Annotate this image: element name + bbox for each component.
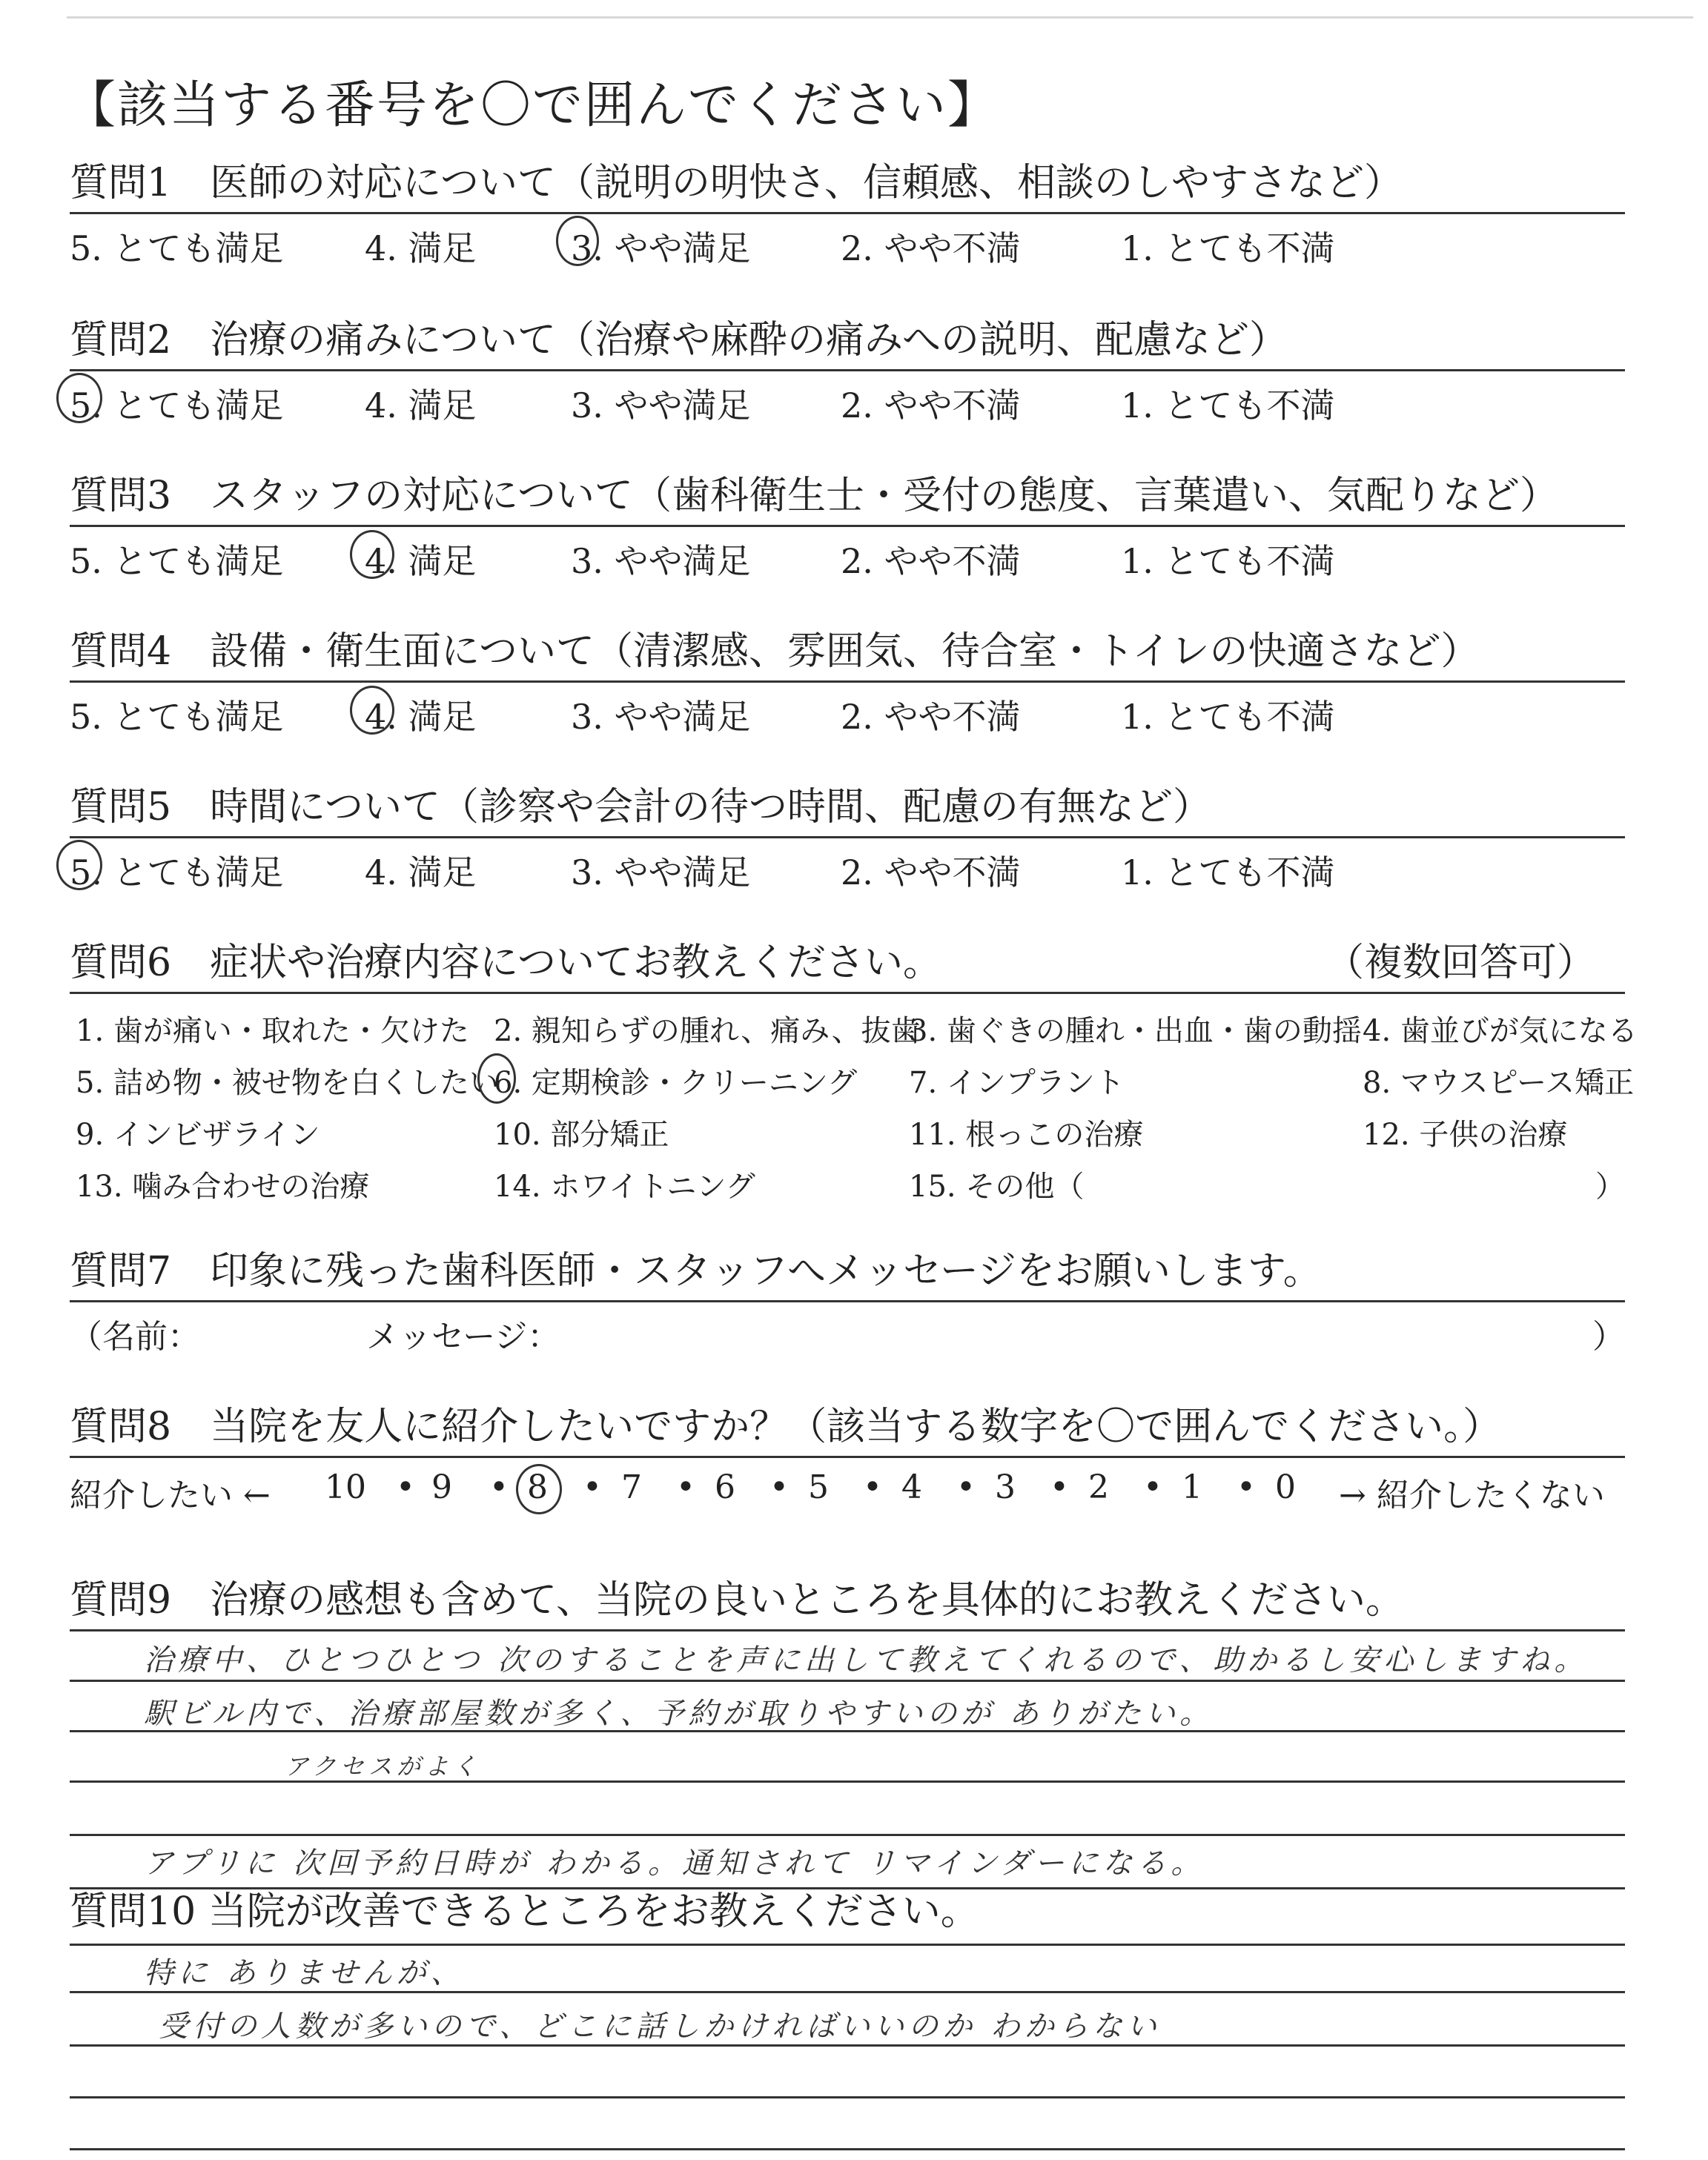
ruled-line — [70, 1834, 1625, 1836]
option-9[interactable]: 9. インビザライン — [76, 1118, 320, 1152]
option-10[interactable]: 10. 部分矯正 — [494, 1118, 669, 1152]
question-title — [70, 937, 1625, 989]
option-2[interactable]: 2. やや不満 — [841, 385, 1021, 425]
option-2[interactable]: 2. やや不満 — [841, 228, 1021, 268]
option-2[interactable]: 2. 親知らずの腫れ、痛み、抜歯 — [494, 1014, 921, 1048]
option-4[interactable]: 4. 満足 — [365, 697, 477, 737]
scale-dot: • — [956, 1468, 976, 1506]
ruled-line — [70, 1680, 1625, 1682]
answer-circle-mark — [56, 373, 102, 423]
option-5[interactable]: 5. とても満足 — [70, 697, 284, 737]
option-5[interactable]: 5. 詰め物・被せ物を白くしたい — [76, 1066, 499, 1100]
ruled-line — [70, 1629, 1625, 1631]
option-1[interactable]: 1. とても不満 — [1121, 852, 1335, 892]
option-1[interactable]: 1. とても不満 — [1121, 228, 1335, 268]
answer-lines — [70, 1938, 1625, 2160]
option-3[interactable]: 3. やや満足 — [571, 852, 751, 892]
top-border — [67, 16, 1693, 19]
question-title: 質問4 設備・衛生面について（清潔感、雰囲気、待合室・トイレの快適さなど） — [70, 629, 1480, 674]
question-3 — [70, 470, 1625, 580]
question-title: 質問7 印象に残った歯科医師・スタッフへメッセージをお願いします。 — [70, 1249, 1322, 1293]
scale-5[interactable]: 5 — [808, 1468, 829, 1506]
handwritten-answer-line: アプリに 次回予約日時が わかる。通知されて リマインダーになる。 — [144, 1846, 1205, 1881]
option-5[interactable]: 5. とても満足 — [70, 385, 284, 425]
option-4[interactable]: 4. 満足 — [365, 385, 477, 425]
option-13[interactable]: 13. 噛み合わせの治療 — [76, 1170, 370, 1204]
option-4[interactable]: 4. 満足 — [365, 541, 477, 581]
recommend-scale — [70, 1458, 1625, 1514]
option-1[interactable]: 1. とても不満 — [1121, 697, 1335, 737]
scale-4[interactable]: 4 — [901, 1468, 922, 1506]
scale-7[interactable]: 7 — [621, 1468, 642, 1506]
scale-3[interactable]: 3 — [995, 1468, 1016, 1506]
option-15-other[interactable]: 15. その他（ — [909, 1170, 1085, 1204]
option-1[interactable]: 1. 歯が痛い・取れた・欠けた — [76, 1014, 469, 1048]
question-title: 質問5 時間について（診察や会計の待つ時間、配慮の有無など） — [70, 785, 1212, 829]
answer-circle-mark — [556, 216, 599, 266]
message-row — [70, 1302, 1625, 1354]
answer-circle-mark — [516, 1464, 562, 1514]
option-2[interactable]: 2. やや不満 — [841, 852, 1021, 892]
scale-6[interactable]: 6 — [715, 1468, 735, 1506]
question-title: 質問8 当院を友人に紹介したいですか？（該当する数字を〇で囲んでください。） — [70, 1405, 1502, 1449]
rating-options — [70, 683, 1625, 736]
option-12[interactable]: 12. 子供の治療 — [1363, 1118, 1568, 1152]
question-title: 質問3 スタッフの対応について（歯科衛生士・受付の態度、言葉遣い、気配りなど） — [70, 474, 1559, 518]
answer-circle-mark — [56, 840, 102, 890]
option-7[interactable]: 7. インプラント — [909, 1066, 1125, 1100]
scale-dot: • — [1143, 1468, 1162, 1506]
answer-circle-mark — [350, 530, 394, 579]
question-9 — [70, 1574, 1625, 1901]
scale-dot: • — [1050, 1468, 1069, 1506]
scale-dot: • — [863, 1468, 882, 1506]
scale-2[interactable]: 2 — [1088, 1468, 1109, 1506]
other-close-paren: ） — [1595, 1170, 1625, 1204]
handwritten-answer-line: 駅ビル内で、治療部屋数が多く、予約が取りやすいのが ありがたい。 — [144, 1697, 1214, 1731]
scale-left-label: 紹介したい ← — [70, 1477, 271, 1514]
option-1[interactable]: 1. とても不満 — [1121, 541, 1335, 581]
question-4 — [70, 626, 1625, 736]
option-3[interactable]: 3. やや満足 — [571, 228, 751, 268]
question-10 — [70, 1886, 1625, 2160]
scale-dot: • — [396, 1468, 415, 1506]
scale-8[interactable]: 8 — [527, 1468, 548, 1506]
handwritten-answer-line: 治療中、ひとつひとつ 次のすることを声に出して教えてくれるので、助かるし安心しますね。 — [144, 1643, 1589, 1677]
question-1 — [70, 157, 1625, 268]
ruled-line — [70, 2096, 1625, 2098]
option-5[interactable]: 5. とても満足 — [70, 852, 284, 892]
option-14[interactable]: 14. ホワイトニング — [494, 1170, 755, 1204]
rating-options — [70, 214, 1625, 268]
option-3[interactable]: 3. やや満足 — [571, 385, 751, 425]
answer-lines — [70, 1626, 1625, 1901]
option-3[interactable]: 3. やや満足 — [571, 697, 751, 737]
handwritten-insert: アクセスがよく — [285, 1752, 482, 1780]
scale-dot: • — [769, 1468, 789, 1506]
rating-options — [70, 527, 1625, 580]
question-5 — [70, 781, 1625, 892]
ruled-line — [70, 2148, 1625, 2150]
option-8[interactable]: 8. マウスピース矯正 — [1363, 1066, 1635, 1100]
option-4[interactable]: 4. 満足 — [365, 852, 477, 892]
scale-0[interactable]: 0 — [1275, 1468, 1296, 1506]
option-3[interactable]: 3. やや満足 — [571, 541, 751, 581]
ruled-line — [70, 1944, 1625, 1946]
answer-circle-mark — [477, 1053, 516, 1104]
option-4[interactable]: 4. 歯並びが気になる — [1363, 1014, 1638, 1048]
handwritten-answer-line: 特に ありませんが、 — [144, 1956, 465, 1990]
answer-circle-mark — [350, 686, 394, 735]
rating-options — [70, 371, 1625, 425]
option-5[interactable]: 5. とても満足 — [70, 228, 284, 268]
scale-right-label: → 紹介したくない — [1339, 1477, 1605, 1514]
rating-options — [70, 838, 1625, 892]
option-6[interactable]: 6. 定期検診・クリーニング — [494, 1066, 858, 1100]
question-title: 質問1 医師の対応について（説明の明快さ、信頼感、相談のしやすさなど） — [70, 161, 1403, 205]
multiple-answer-note: （複数回答可） — [1325, 941, 1595, 985]
option-3[interactable]: 3. 歯ぐきの腫れ・出血・歯の動揺 — [909, 1014, 1362, 1048]
question-title-text: 質問6 症状や治療内容についてお教えください。 — [70, 941, 942, 985]
option-1[interactable]: 1. とても不満 — [1121, 385, 1335, 425]
scale-1[interactable]: 1 — [1182, 1468, 1202, 1506]
message-label: メッセージ： — [366, 1318, 560, 1356]
option-2[interactable]: 2. やや不満 — [841, 697, 1021, 737]
option-11[interactable]: 11. 根っこの治療 — [909, 1118, 1144, 1152]
question-7 — [70, 1245, 1625, 1354]
question-2 — [70, 314, 1625, 425]
scale-dot: • — [676, 1468, 695, 1506]
name-label: （名前： — [70, 1318, 200, 1356]
question-6 — [70, 937, 1638, 1209]
handwritten-answer-line: 受付の人数が多いので、どこに話しかければいいのか わからない — [159, 2010, 1161, 2044]
scale-10[interactable]: 10 — [325, 1468, 366, 1506]
question-title: 質問2 治療の痛みについて（治療や麻酔の痛みへの説明、配慮など） — [70, 318, 1288, 362]
close-paren: ） — [1592, 1318, 1625, 1356]
treatment-options — [70, 994, 1638, 1209]
option-4[interactable]: 4. 満足 — [365, 228, 477, 268]
scale-dot: • — [1237, 1468, 1256, 1506]
option-5[interactable]: 5. とても満足 — [70, 541, 284, 581]
question-8 — [70, 1401, 1625, 1514]
scale-dot: • — [489, 1468, 509, 1506]
page-heading: 【該当する番号を〇で囲んでください】 — [65, 76, 1000, 135]
question-title: 質問10 当院が改善できるところをお教えください。 — [70, 1889, 979, 1934]
scale-9[interactable]: 9 — [431, 1468, 452, 1506]
scale-dot: • — [583, 1468, 602, 1506]
option-2[interactable]: 2. やや不満 — [841, 541, 1021, 581]
question-title: 質問9 治療の感想も含めて、当院の良いところを具体的にお教えください。 — [70, 1578, 1405, 1623]
